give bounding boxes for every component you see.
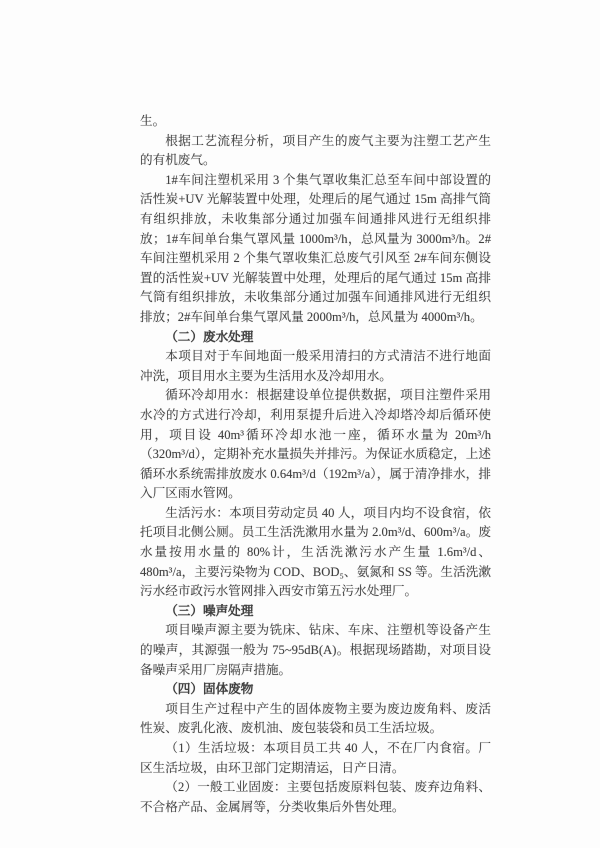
paragraph: 根据工艺流程分析，项目产生的废气主要为注塑工艺产生的有机废气。 [140,133,491,168]
section-heading: （四）固体废物 [165,682,254,697]
paragraph: 生活污水：本项目劳动定员 40 人，项目内均不设食宿，依托项目北侧公厕。员工生活洗漱用水量为 2.0m³/d、600m³/a。废水量按用水量的 80%计，生活洗漱污水产生量 1.6m³/d、480m³/a，主要污染物为 COD、BOD₅、氨氮和 SS 等。生活洗漱污水经市政污水管网排入西安市第五污水处理厂。 [140,505,491,599]
paragraph: 1#车间注塑机采用 3 个集气罩收集汇总至车间中部设置的活性炭+UV 光解装置中处理，处理后的尾气通过 15m 高排气筒有组织排放，未收集部分通过加强车间通排风进行无组织排放；1#车间单台集气罩风量 1000m³/h，总风量为 3000m³/h。2#车间注塑机采用 2 个集气罩收集汇总废气引风至 2#车间东侧设置的活性炭+UV 光解装置中处理，处理后的尾气通过 15m 高排气筒有组织排放，未收集部分通过加强车间通排风进行无组织排放；2#车间单台集气罩风量 2000m³/h，总风量为 4000m³/h。 [140,172,491,324]
paragraph: （1）生活垃圾：本项目员工共 40 人，不在厂内食宿。厂区生活垃圾，由环卫部门定期清运，日产日清。 [140,741,491,775]
document-text-block [140,112,491,817]
section-heading: （三）噪声处理 [165,603,254,618]
paragraph: 生。 [140,114,166,128]
section-heading: （二）废水处理 [165,329,254,344]
paragraph: 项目生产过程中产生的固体废物主要为废边废角料、废活性炭、废乳化液、废机油、废包装袋和员工生活垃圾。 [140,701,491,736]
paragraph: 项目噪声源主要为铣床、钻床、车床、注塑机等设备产生的噪声，其源强一般为 75~95dB(A)。根据现场踏勘，对项目设备噪声采用厂房隔声措施。 [140,623,491,677]
paragraph: （2）一般工业固废：主要包括废原料包装、废弃边角料、不合格产品、金属屑等，分类收集后外售处理。 [140,780,491,814]
paragraph: 循环冷却用水：根据建设单位提供数据，项目注塑件采用水冷的方式进行冷却，利用泵提升后进入冷却塔冷却后循环使用，项目设 40m³循环冷却水池一座，循环水量为 20m³/h（320m³/d），定期补充水量损失并排污。为保证水质稳定，上述循环水系统需排放废水 0.64m³/d（192m³/a），属于清净排水，排入厂区雨水管网。 [140,388,491,501]
paragraph: 本项目对于车间地面一般采用清扫的方式清洁不进行地面冲洗，项目用水主要为生活用水及冷却用水。 [140,349,491,383]
